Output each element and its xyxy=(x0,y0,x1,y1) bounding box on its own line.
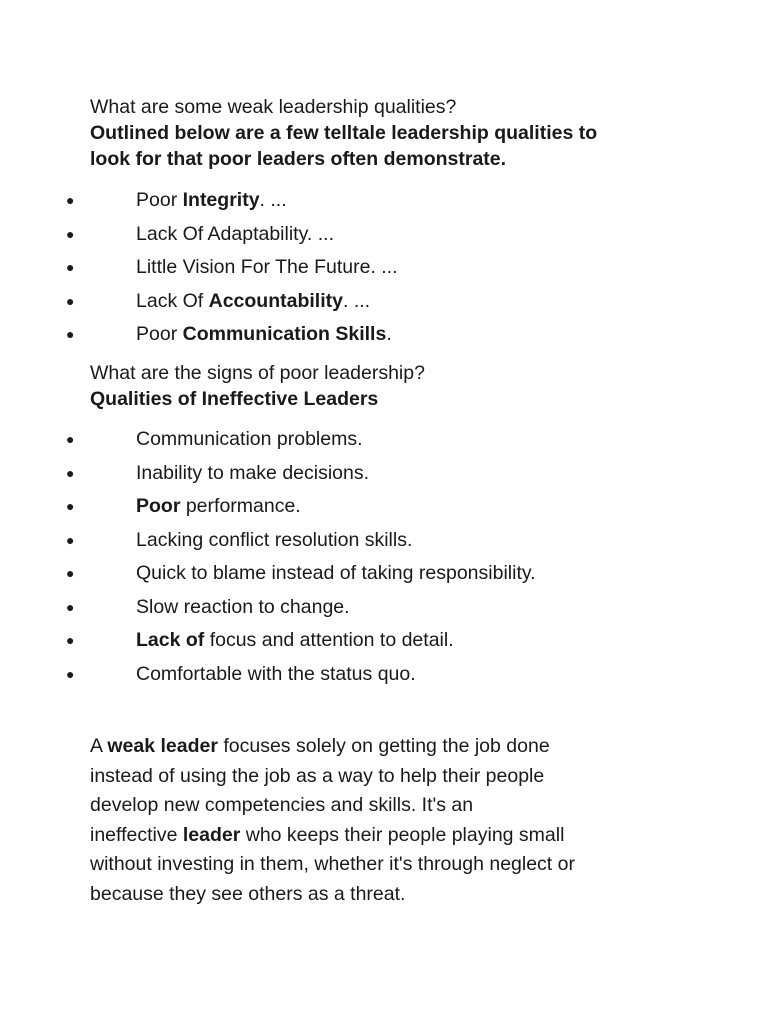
list-item xyxy=(0,320,700,354)
item-text: Little Vision For The Future. ... xyxy=(136,256,398,278)
item-text-post: . ... xyxy=(259,189,287,211)
bullet-icon: ● xyxy=(66,531,75,548)
item-text-post: . ... xyxy=(342,289,371,312)
item-bold: Accountability xyxy=(208,289,343,312)
bullet-icon: ● xyxy=(66,259,75,275)
list-item xyxy=(0,253,700,287)
answer-line-2: look for that poor leaders often demonstrate. xyxy=(90,148,507,170)
bullet-icon: ● xyxy=(66,292,75,309)
paragraph-line xyxy=(90,821,690,851)
paragraph-line: because they see others as a threat. xyxy=(90,882,406,905)
weak-leader-paragraph xyxy=(90,732,690,910)
item-text-post: performance. xyxy=(180,495,301,517)
paragraph-text: ineffective xyxy=(90,823,183,846)
item-text-post: Comfortable with the status quo. xyxy=(136,662,416,685)
item-text-post: focus and attention to detail. xyxy=(204,629,454,651)
list-item xyxy=(0,626,700,660)
paragraph-text: who keeps their people playing small xyxy=(240,823,565,846)
list-item xyxy=(0,559,700,593)
paragraph-text: A xyxy=(90,735,108,757)
paragraph-line: without investing in them, whether it's through neglect or xyxy=(90,853,575,876)
bullet-icon: ● xyxy=(66,464,75,481)
bullet-icon: ● xyxy=(66,665,75,682)
item-bold: Integrity xyxy=(182,189,260,211)
paragraph-text: focuses solely on getting the job done xyxy=(217,735,550,757)
heading-ineffective-leaders: Qualities of Ineffective Leaders xyxy=(90,388,379,410)
bullet-icon: ● xyxy=(66,431,75,447)
item-bold: Poor xyxy=(136,495,181,517)
question-weak-qualities: What are some weak leadership qualities? xyxy=(90,96,457,118)
paragraph-bold: weak leader xyxy=(107,735,218,757)
answer-line-1: Outlined below are a few telltale leadership qualities to xyxy=(90,122,598,144)
list-item xyxy=(0,526,700,560)
bullet-icon: ● xyxy=(66,326,75,342)
list-item xyxy=(0,220,700,254)
bullet-icon: ● xyxy=(66,192,75,208)
item-text: Poor xyxy=(136,189,183,211)
list-item xyxy=(0,287,700,321)
item-text: Lack Of xyxy=(136,289,209,312)
bullet-icon: ● xyxy=(66,225,75,242)
item-bold: Lack of xyxy=(136,629,205,651)
list-item xyxy=(0,459,700,493)
bullet-icon: ● xyxy=(66,565,75,581)
bullet-icon: ● xyxy=(66,498,75,514)
item-text-post: Quick to blame instead of taking responsibility. xyxy=(136,562,536,584)
section-weak-qualities xyxy=(90,94,710,172)
item-text-post: Lacking conflict resolution skills. xyxy=(136,528,413,551)
list-item xyxy=(0,186,700,220)
question-poor-leadership: What are the signs of poor leadership? xyxy=(90,362,425,384)
item-bold: Communication Skills xyxy=(182,323,387,345)
section-poor-leadership xyxy=(90,360,710,412)
paragraph-line: instead of using the job as a way to help their people xyxy=(90,764,545,787)
list-item xyxy=(0,425,700,459)
weak-qualities-list xyxy=(0,186,700,354)
item-text: Poor xyxy=(136,323,183,345)
bullet-icon: ● xyxy=(66,598,75,615)
item-text-post: Inability to make decisions. xyxy=(136,461,370,484)
item-text-post: . xyxy=(386,323,392,345)
paragraph-bold: leader xyxy=(182,823,241,846)
paragraph-line xyxy=(90,732,690,762)
ineffective-qualities-list xyxy=(0,425,700,693)
item-text-post: Slow reaction to change. xyxy=(136,595,350,618)
bullet-icon: ● xyxy=(66,632,75,648)
item-text: Lack Of Adaptability. ... xyxy=(136,222,334,245)
list-item xyxy=(0,593,700,627)
list-item xyxy=(0,492,700,526)
item-text-post: Communication problems. xyxy=(136,428,363,450)
paragraph-line: develop new competencies and skills. It's an xyxy=(90,794,474,817)
list-item xyxy=(0,660,700,694)
